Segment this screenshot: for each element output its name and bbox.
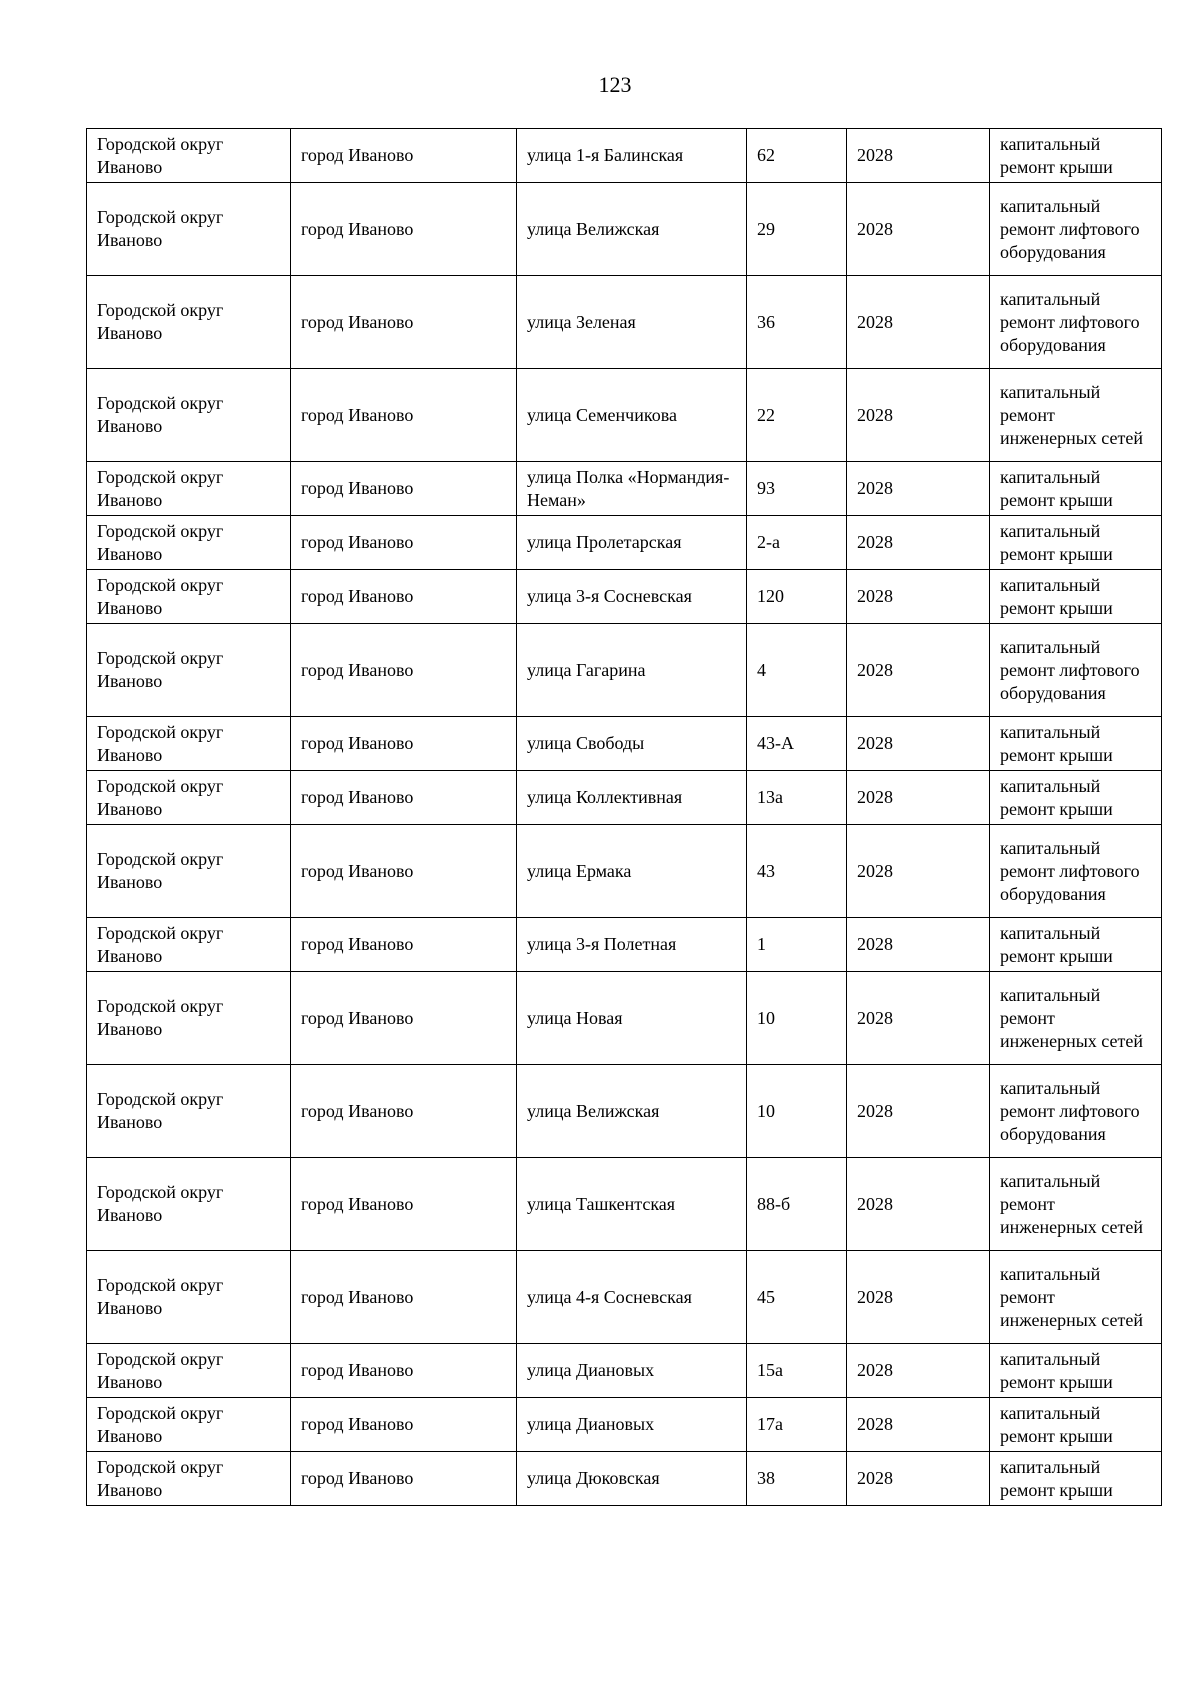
street-text: улица Новая [527,1007,623,1028]
municipality-cell [87,771,291,825]
year-text: 2028 [857,1360,893,1380]
street-text: улица 3-я Полетная [527,934,677,954]
street-text: улица Свободы [527,733,645,753]
locality-cell [291,972,517,1065]
street-cell [517,129,747,183]
house-number-cell [747,825,847,918]
table-row [87,825,1162,918]
locality-text: город Иваново [301,1100,414,1121]
municipality-text: Городской округ Иваново [97,466,224,510]
locality-text: город Иваново [301,586,414,606]
house-number-text: 2-а [757,532,780,552]
work-type-text: капитальный ремонт крыши [1000,133,1113,177]
table-row [87,972,1162,1065]
table-row [87,1158,1162,1251]
municipality-text: Городской округ Иваново [97,393,224,436]
house-number-text: 45 [757,1286,775,1307]
street-cell [517,918,747,972]
municipality-text: Городской округ Иваново [97,775,224,819]
year-cell [847,1065,990,1158]
year-text: 2028 [857,659,893,680]
municipality-text: Городской округ Иваново [97,996,224,1039]
street-text: улица Ташкентская [527,1193,676,1214]
year-cell [847,717,990,771]
year-text: 2028 [857,218,893,239]
locality-cell [291,1344,517,1398]
street-text: улица Дюковская [527,1468,660,1488]
municipality-text: Городской округ Иваново [97,849,224,892]
table-row [87,624,1162,717]
year-text: 2028 [857,1007,893,1028]
municipality-cell [87,516,291,570]
work-type-text: капитальный ремонт крыши [1000,520,1113,564]
street-cell [517,276,747,369]
work-type-text: капитальный ремонт крыши [1000,1402,1113,1446]
work-type-cell [990,624,1162,717]
locality-text: город Иваново [301,1286,414,1307]
work-type-text: капитальный ремонт лифтового оборудования [1000,636,1140,703]
year-text: 2028 [857,404,893,425]
year-cell [847,129,990,183]
house-number-cell [747,516,847,570]
house-number-cell [747,918,847,972]
street-cell [517,570,747,624]
work-type-cell [990,918,1162,972]
locality-text: город Иваново [301,532,414,552]
year-text: 2028 [857,586,893,606]
street-text: улица Семенчикова [527,404,677,425]
house-number-cell [747,462,847,516]
locality-text: город Иваново [301,934,414,954]
locality-cell [291,717,517,771]
table-row [87,717,1162,771]
house-number-cell [747,570,847,624]
table-row [87,570,1162,624]
locality-text: город Иваново [301,478,414,498]
year-text: 2028 [857,1286,893,1307]
street-cell [517,825,747,918]
year-cell [847,570,990,624]
work-type-text: капитальный ремонт инженерных сетей [1000,984,1143,1051]
work-type-text: капитальный ремонт крыши [1000,574,1113,618]
house-number-cell [747,624,847,717]
year-text: 2028 [857,733,893,753]
municipality-text: Городской округ Иваново [97,721,224,765]
house-number-cell [747,1065,847,1158]
year-cell [847,516,990,570]
street-cell [517,516,747,570]
street-text: улица 1-я Балинская [527,145,684,165]
year-text: 2028 [857,1193,893,1214]
house-number-text: 1 [757,934,766,954]
municipality-cell [87,1344,291,1398]
house-number-text: 36 [757,311,775,332]
year-text: 2028 [857,934,893,954]
work-type-cell [990,183,1162,276]
municipality-cell [87,570,291,624]
locality-cell [291,129,517,183]
table-row [87,129,1162,183]
municipality-text: Городской округ Иваново [97,520,224,564]
municipality-text: Городской округ Иваново [97,133,224,177]
street-text: улица 3-я Сосневская [527,586,692,606]
year-cell [847,276,990,369]
work-type-text: капитальный ремонт крыши [1000,775,1113,819]
street-cell [517,771,747,825]
municipality-cell [87,183,291,276]
year-text: 2028 [857,1100,893,1121]
work-type-cell [990,972,1162,1065]
work-type-cell [990,516,1162,570]
year-cell [847,624,990,717]
house-number-cell [747,717,847,771]
street-text: улица Полка «Нормандия-Неман» [527,466,730,510]
table-row [87,369,1162,462]
house-number-text: 10 [757,1007,775,1028]
locality-cell [291,1158,517,1251]
municipality-text: Городской округ Иваново [97,207,224,250]
municipality-cell [87,1452,291,1506]
municipality-cell [87,1398,291,1452]
work-type-text: капитальный ремонт инженерных сетей [1000,1170,1143,1237]
street-cell [517,1398,747,1452]
work-type-cell [990,276,1162,369]
locality-cell [291,825,517,918]
municipality-text: Городской округ Иваново [97,1456,224,1500]
table-row [87,1065,1162,1158]
year-cell [847,1251,990,1344]
year-cell [847,918,990,972]
municipality-cell [87,972,291,1065]
table-row [87,771,1162,825]
house-number-text: 4 [757,659,766,680]
locality-cell [291,1452,517,1506]
municipality-text: Городской округ Иваново [97,1348,224,1392]
municipality-text: Городской округ Иваново [97,574,224,618]
table-row [87,918,1162,972]
house-number-cell [747,1398,847,1452]
locality-cell [291,369,517,462]
locality-text: город Иваново [301,1414,414,1434]
work-type-text: капитальный ремонт крыши [1000,922,1113,966]
house-number-text: 88-б [757,1193,791,1214]
locality-text: город Иваново [301,1007,414,1028]
street-cell [517,1452,747,1506]
work-type-cell [990,1344,1162,1398]
house-number-text: 62 [757,145,775,165]
house-number-text: 93 [757,478,775,498]
year-text: 2028 [857,311,893,332]
street-text: улица Велижская [527,218,660,239]
year-text: 2028 [857,860,893,881]
municipality-text: Городской округ Иваново [97,1402,224,1446]
year-cell [847,825,990,918]
house-number-text: 120 [757,586,784,606]
work-type-cell [990,1251,1162,1344]
work-type-text: капитальный ремонт крыши [1000,1348,1113,1392]
house-number-cell [747,1251,847,1344]
locality-text: город Иваново [301,1193,414,1214]
house-number-text: 17а [757,1414,783,1434]
locality-text: город Иваново [301,860,414,881]
street-cell [517,183,747,276]
year-cell [847,1452,990,1506]
street-text: улица Диановых [527,1414,655,1434]
house-number-cell [747,276,847,369]
municipality-cell [87,462,291,516]
year-cell [847,771,990,825]
municipality-cell [87,1158,291,1251]
street-text: улица Пролетарская [527,532,682,552]
year-text: 2028 [857,145,893,165]
street-text: улица Ермака [527,860,632,881]
municipality-text: Городской округ Иваново [97,1182,224,1225]
house-number-cell [747,183,847,276]
house-number-cell [747,771,847,825]
street-cell [517,717,747,771]
locality-cell [291,1065,517,1158]
locality-text: город Иваново [301,733,414,753]
street-text: улица Велижская [527,1100,660,1121]
house-number-text: 22 [757,404,775,425]
locality-cell [291,918,517,972]
work-type-cell [990,717,1162,771]
municipality-cell [87,1065,291,1158]
house-number-text: 43 [757,860,775,881]
locality-cell [291,276,517,369]
work-type-text: капитальный ремонт крыши [1000,721,1113,765]
house-number-text: 10 [757,1100,775,1121]
locality-text: город Иваново [301,787,414,807]
locality-cell [291,1398,517,1452]
municipality-cell [87,1251,291,1344]
municipality-text: Городской округ Иваново [97,648,224,691]
work-type-text: капитальный ремонт инженерных сетей [1000,1263,1143,1330]
table-row [87,1251,1162,1344]
street-cell [517,1065,747,1158]
year-cell [847,972,990,1065]
municipality-cell [87,624,291,717]
year-cell [847,462,990,516]
locality-text: город Иваново [301,1360,414,1380]
house-number-cell [747,1452,847,1506]
table-row [87,516,1162,570]
street-text: улица Гагарина [527,659,646,680]
year-cell [847,183,990,276]
year-text: 2028 [857,532,893,552]
work-type-cell [990,570,1162,624]
street-text: улица Зеленая [527,311,636,332]
locality-cell [291,624,517,717]
repair-schedule-table [86,128,1162,1506]
year-text: 2028 [857,1468,893,1488]
municipality-cell [87,369,291,462]
street-text: улица Коллективная [527,787,683,807]
work-type-text: капитальный ремонт крыши [1000,466,1113,510]
work-type-cell [990,1065,1162,1158]
municipality-text: Городской округ Иваново [97,1089,224,1132]
work-type-text: капитальный ремонт лифтового оборудования [1000,288,1140,355]
year-text: 2028 [857,478,893,498]
work-type-text: капитальный ремонт крыши [1000,1456,1113,1500]
municipality-cell [87,825,291,918]
year-text: 2028 [857,787,893,807]
house-number-text: 13а [757,787,783,807]
year-cell [847,1398,990,1452]
house-number-cell [747,369,847,462]
municipality-cell [87,717,291,771]
street-cell [517,1344,747,1398]
work-type-text: капитальный ремонт инженерных сетей [1000,381,1143,448]
table-row [87,276,1162,369]
locality-cell [291,462,517,516]
locality-cell [291,183,517,276]
work-type-cell [990,129,1162,183]
year-cell [847,1344,990,1398]
street-cell [517,462,747,516]
work-type-cell [990,771,1162,825]
year-cell [847,1158,990,1251]
house-number-text: 43-А [757,733,794,753]
street-cell [517,624,747,717]
work-type-cell [990,825,1162,918]
page-number: 123 [598,72,632,97]
house-number-text: 15а [757,1360,783,1380]
locality-cell [291,570,517,624]
work-type-cell [990,1452,1162,1506]
municipality-cell [87,276,291,369]
street-cell [517,972,747,1065]
locality-cell [291,771,517,825]
locality-text: город Иваново [301,1468,414,1488]
municipality-text: Городской округ Иваново [97,300,224,343]
table-row [87,1398,1162,1452]
locality-text: город Иваново [301,659,414,680]
locality-cell [291,516,517,570]
street-text: улица Диановых [527,1360,655,1380]
table-row [87,1452,1162,1506]
house-number-cell [747,972,847,1065]
house-number-cell [747,1344,847,1398]
municipality-cell [87,918,291,972]
house-number-text: 38 [757,1468,775,1488]
locality-cell [291,1251,517,1344]
municipality-text: Городской округ Иваново [97,1275,224,1318]
work-type-text: капитальный ремонт лифтового оборудования [1000,1077,1140,1144]
house-number-cell [747,1158,847,1251]
work-type-text: капитальный ремонт лифтового оборудования [1000,195,1140,262]
street-text: улица 4-я Сосневская [527,1286,692,1307]
year-cell [847,369,990,462]
table-row [87,183,1162,276]
locality-text: город Иваново [301,404,414,425]
table-body [87,129,1162,1506]
work-type-cell [990,369,1162,462]
locality-text: город Иваново [301,218,414,239]
municipality-cell [87,129,291,183]
street-cell [517,1251,747,1344]
work-type-cell [990,462,1162,516]
house-number-cell [747,129,847,183]
locality-text: город Иваново [301,311,414,332]
year-text: 2028 [857,1414,893,1434]
table-row [87,1344,1162,1398]
house-number-text: 29 [757,218,775,239]
street-cell [517,1158,747,1251]
table-row [87,462,1162,516]
work-type-cell [990,1158,1162,1251]
municipality-text: Городской округ Иваново [97,922,224,966]
street-cell [517,369,747,462]
work-type-cell [990,1398,1162,1452]
locality-text: город Иваново [301,145,414,165]
work-type-text: капитальный ремонт лифтового оборудования [1000,837,1140,904]
